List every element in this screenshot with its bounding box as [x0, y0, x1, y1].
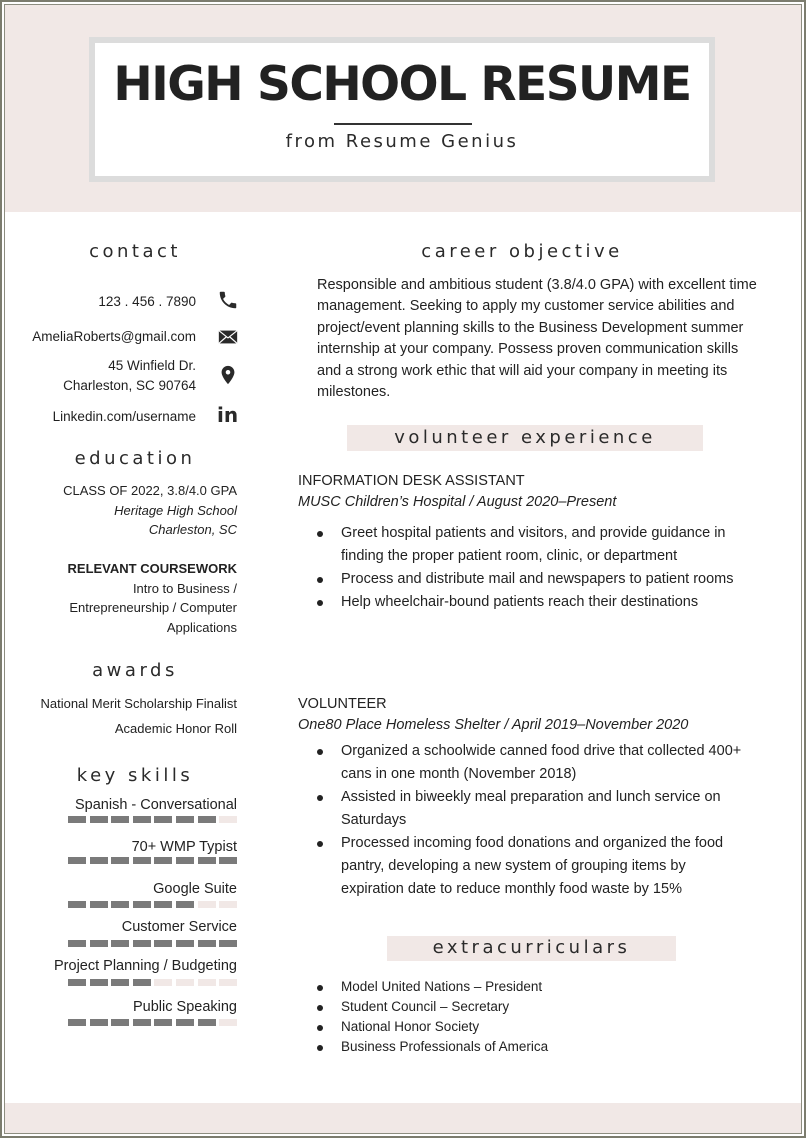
- extracurricular-item: Business Professionals of America: [298, 1037, 748, 1057]
- contact-address-line2: Charleston, SC 90764: [63, 378, 196, 393]
- extracurricular-item: Model United Nations – President: [298, 977, 748, 997]
- contact-linkedin: Linkedin.com/username: [52, 409, 196, 424]
- job-org-dates: MUSC Children’s Hospital / August 2020–Present: [298, 494, 617, 510]
- job-bullet: Organized a schoolwide canned food drive that collected 400+ cans in one month (November 2018): [298, 740, 743, 786]
- job-bullet: Processed incoming food donations and organized the food pantry, developing a new system of grouping items by expiration date to reduce monthly food waste by 15%: [298, 832, 743, 901]
- job-bullet: Assisted in biweekly meal preparation and lunch service on Saturdays: [298, 786, 743, 832]
- contact-address-line1: 45 Winfield Dr.: [108, 358, 196, 373]
- job-bullet: Help wheelchair-bound patients reach their destinations: [298, 591, 738, 614]
- skills-heading: key skills: [76, 765, 194, 786]
- contact-email: AmeliaRoberts@gmail.com: [32, 329, 196, 344]
- objective-heading: career objective: [421, 241, 623, 262]
- extracurricular-item: Student Council – Secretary: [298, 997, 748, 1017]
- skill-label: Google Suite: [153, 881, 237, 897]
- coursework-line: Entrepreneurship / Computer: [69, 600, 237, 615]
- volunteer-heading: volunteer experience: [394, 427, 656, 448]
- skill-label: Customer Service: [121, 919, 237, 935]
- resume-title: HIGH SCHOOL RESUME: [113, 57, 691, 112]
- skill-label: Project Planning / Budgeting: [54, 958, 237, 974]
- resume-subtitle: from Resume Genius: [285, 131, 519, 152]
- contact-heading: contact: [89, 241, 181, 262]
- objective-text: Responsible and ambitious student (3.8/4.0 GPA) with excellent time management. Seeking to apply my customer service abilities and project/event planning skills to the Business Development summer internship at your company. Possess proven communication skills and a strong work ethic that will aid your company in meeting its milestones.: [317, 277, 757, 401]
- award-item: National Merit Scholarship Finalist: [40, 696, 237, 711]
- awards-heading: awards: [92, 660, 178, 681]
- skill-label: Public Speaking: [133, 999, 237, 1015]
- coursework-line: Intro to Business /: [132, 581, 237, 596]
- job-title: VOLUNTEER: [298, 696, 387, 712]
- linkedin-icon: in: [217, 403, 239, 427]
- coursework-line: Applications: [166, 620, 237, 635]
- education-heading: education: [74, 448, 196, 469]
- award-item: Academic Honor Roll: [114, 721, 237, 736]
- education-location: Charleston, SC: [148, 522, 237, 537]
- extracurricular-item: National Honor Society: [298, 1017, 748, 1037]
- skill-label: 70+ WMP Typist: [131, 839, 237, 855]
- coursework-heading: RELEVANT COURSEWORK: [67, 561, 237, 576]
- education-school: Heritage High School: [114, 503, 237, 518]
- job-bullet: Greet hospital patients and visitors, and provide guidance in finding the proper patient room, clinic, or department: [298, 522, 738, 568]
- job-bullet: Process and distribute mail and newspapers to patient rooms: [298, 568, 738, 591]
- education-class: CLASS OF 2022, 3.8/4.0 GPA: [63, 483, 237, 498]
- page-frame-inner: [4, 4, 802, 1134]
- skill-label: Spanish - Conversational: [74, 797, 237, 813]
- job-title: INFORMATION DESK ASSISTANT: [298, 473, 525, 489]
- contact-phone: 123 . 456 . 7890: [98, 294, 196, 309]
- extracurriculars-heading: extracurriculars: [432, 937, 631, 958]
- job-org-dates: One80 Place Homeless Shelter / April 2019–November 2020: [298, 717, 689, 733]
